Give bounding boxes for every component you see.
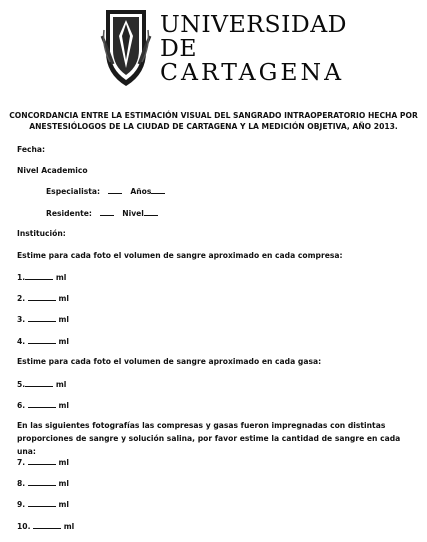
answer-item-5 [17,379,66,389]
unit-label: ml [58,294,69,303]
item-number: 3. [17,315,26,324]
unit-label: ml [58,337,69,346]
anos-blank[interactable] [151,186,165,194]
institucion-label: Institución: [17,229,66,238]
answer-blank[interactable] [28,336,56,344]
item-number: 2. [17,294,26,303]
answer-blank[interactable] [28,499,56,507]
answer-item-6 [17,400,69,410]
answer-blank[interactable] [28,314,56,322]
document-title: CONCORDANCIA ENTRE LA ESTIMACIÓN VISUAL DEL SANGRADO INTRAOPERATORIO HECHA POR ANESTESIÓLOGOS DE LA CIUDAD DE CARTAGENA Y LA MEDICIÓN OBJETIVA, AÑO 2013. [9,111,418,131]
nivel-blank[interactable] [144,208,158,216]
answer-item-2 [17,293,69,303]
item-number: 8. [17,479,26,488]
unit-label: ml [55,380,67,389]
unit-label: ml [58,315,69,324]
unit-label: ml [63,522,75,531]
unit-label: ml [58,479,69,488]
nivel-academico-label: Nivel Academico [17,166,88,175]
especialista-row [46,186,165,196]
unit-label: ml [58,401,69,410]
unit-label: ml [55,273,67,282]
answer-item-4 [17,336,69,346]
answer-blank[interactable] [28,457,56,465]
instruction-compresa: Estime para cada foto el volumen de sangre aproximado en cada compresa: [17,251,343,260]
item-number: 5. [17,380,26,389]
answer-blank[interactable] [33,521,61,529]
answer-blank[interactable] [25,379,53,387]
item-number: 9. [17,500,26,509]
unit-label: ml [58,458,69,467]
fecha-label: Fecha: [17,145,46,154]
item-number: 4. [17,337,26,346]
item-number: 6. [17,401,26,410]
university-name [160,12,347,84]
residente-label: Residente: [46,209,92,218]
answer-item-10 [17,521,74,531]
item-number: 10. [17,522,31,531]
answer-item-3 [17,314,69,324]
answer-item-8 [17,478,69,488]
answer-item-9 [17,499,69,509]
instruction-gasa: Estime para cada foto el volumen de sangre aproximado en cada gasa: [17,357,322,366]
university-name-line2: DE [160,34,197,62]
answer-blank[interactable] [28,293,56,301]
residente-blank[interactable] [100,208,114,216]
answer-blank[interactable] [25,272,53,280]
unit-label: ml [58,500,69,509]
answer-blank[interactable] [28,478,56,486]
answer-blank[interactable] [28,400,56,408]
university-name-line1: UNIVERSIDAD [160,10,348,38]
university-name-line3: CARTAGENA [160,58,345,86]
especialista-blank[interactable] [108,186,122,194]
university-crest-icon [100,6,152,88]
answer-item-1 [17,272,66,282]
anos-label: Años [130,187,152,196]
answer-item-7 [17,457,69,467]
item-number: 1. [17,273,26,282]
especialista-label: Especialista: [46,187,101,196]
item-number: 7. [17,458,26,467]
residente-row [46,208,158,218]
instruction-mixed: En las siguientes fotografías las compresas y gasas fueron impregnadas con distintas proporciones de sangre y solución salina, por favor estime la cantidad de sangre en cada una: [17,421,401,456]
nivel-short-label: Nivel [122,209,144,218]
